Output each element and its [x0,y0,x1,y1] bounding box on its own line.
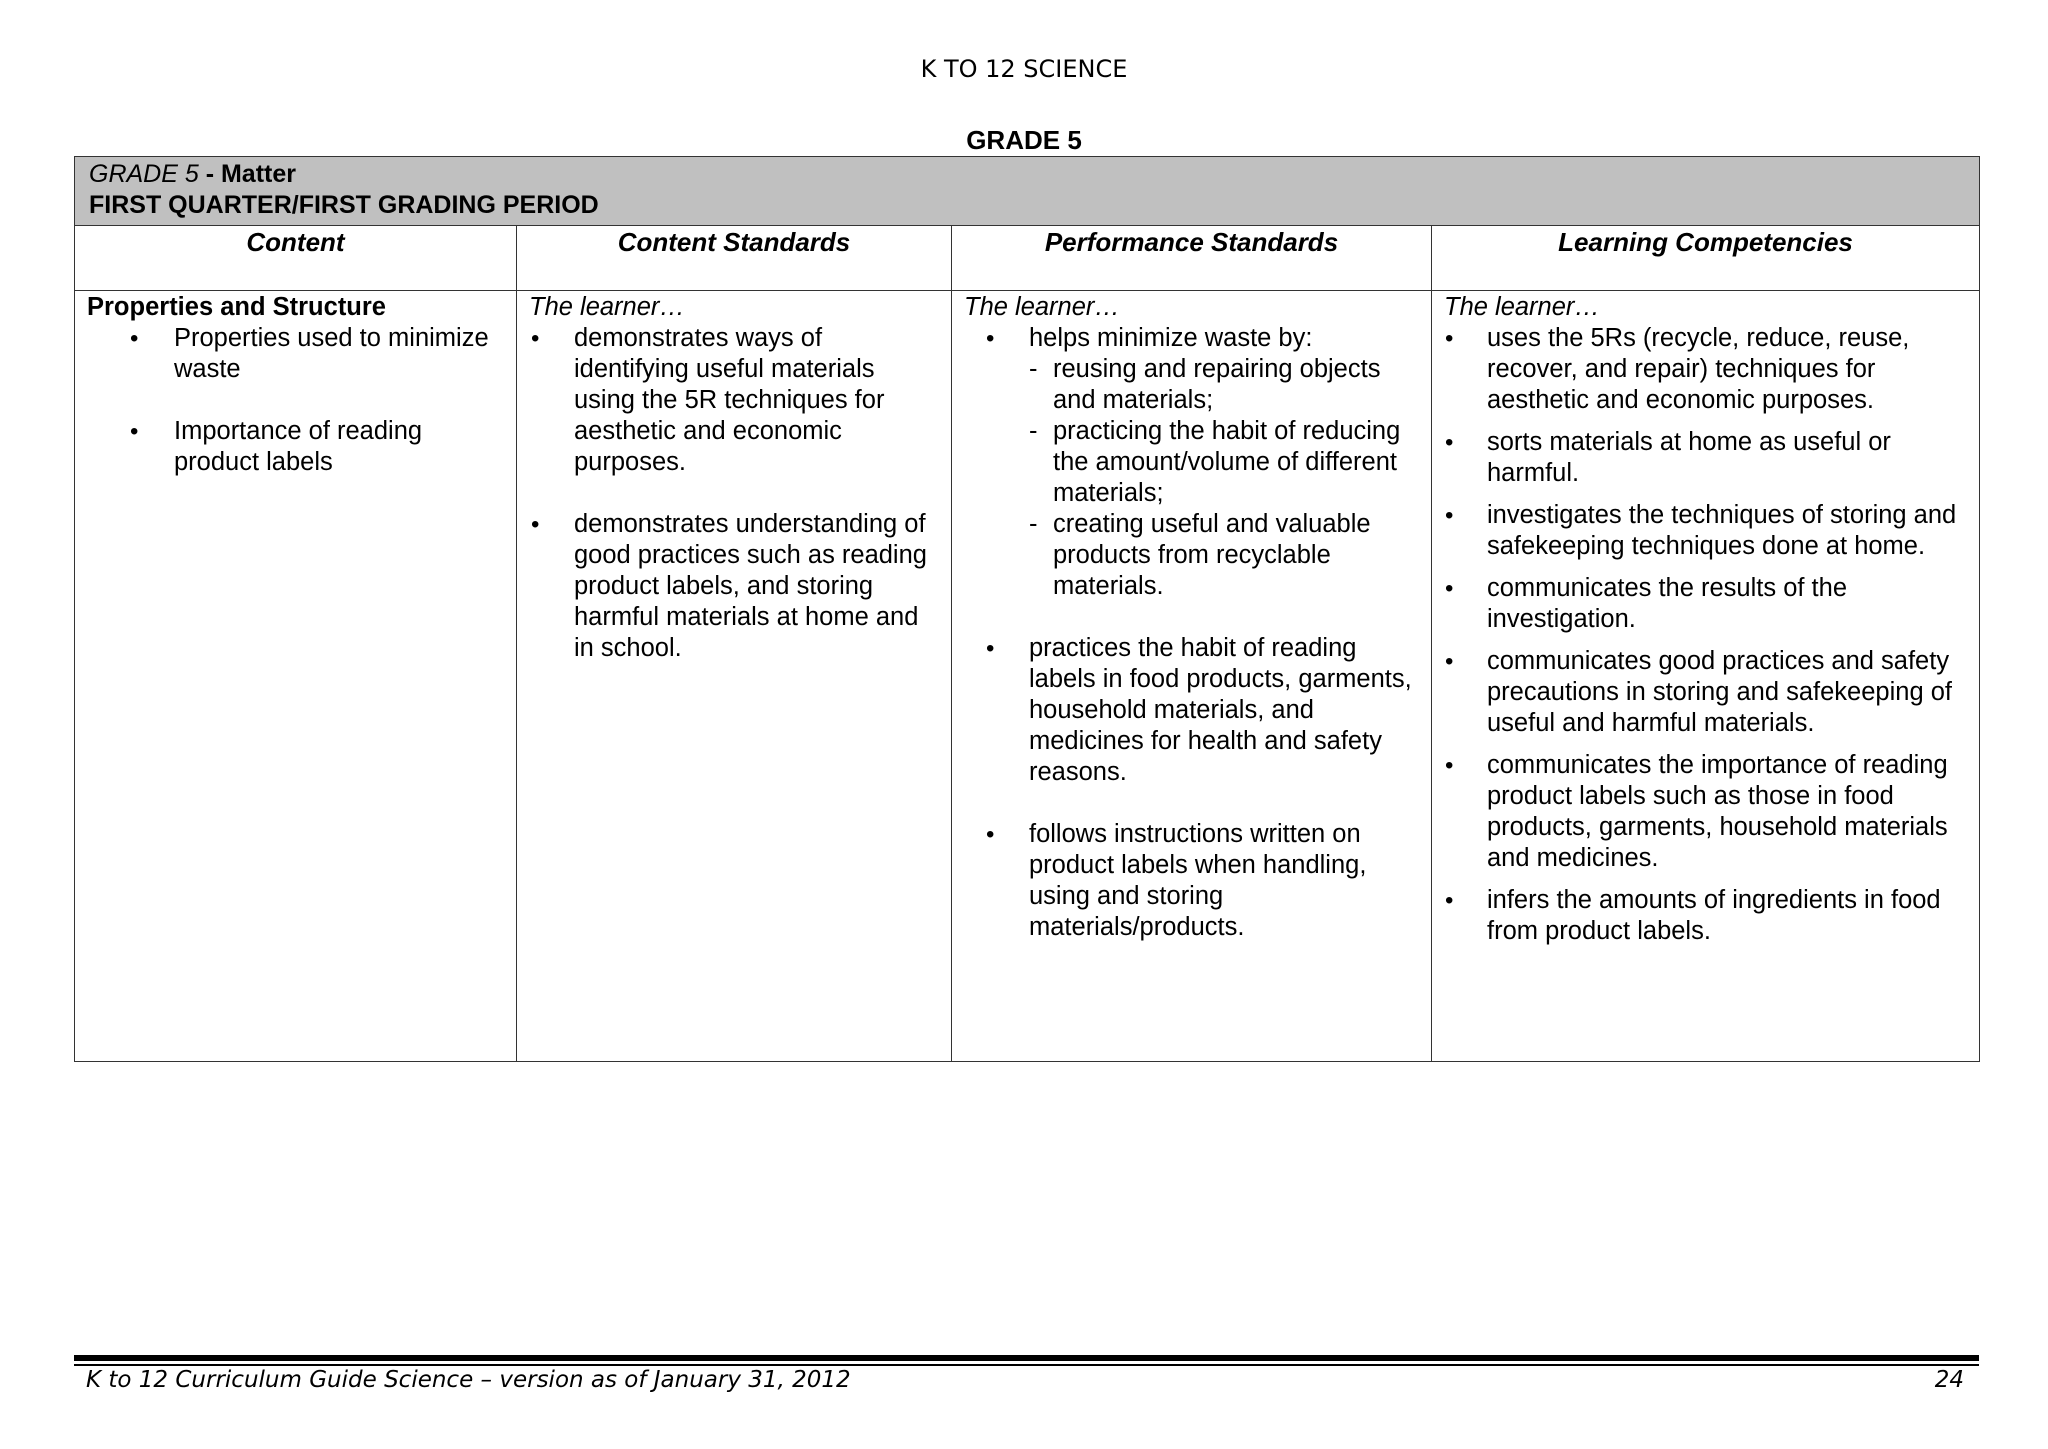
list-item: • Importance of reading product labels [87,416,504,478]
column-header-row [75,226,1980,291]
learning-competencies-list [1444,323,1967,947]
content-standards-list [529,323,939,664]
list-item: • communicates good practices and safety precautions in storing and safekeeping of useful and harmful materials. [1444,646,1967,739]
content-standards-cell [517,291,952,1062]
band-grade-line [89,159,1965,190]
list-item: • sorts materials at home as useful or harmful. [1444,427,1967,489]
sub-list-item: - reusing and repairing objects and materials; [1029,354,1419,416]
list-item: • communicates the importance of reading product labels such as those in food products, garments, household materials and medicines. [1444,750,1967,874]
list-item: • demonstrates understanding of good practices such as reading product labels, and storing harmful materials at home and in school. [529,509,939,664]
footer-text: K to 12 Curriculum Guide Science – version as of January 31, 2012 [86,1367,851,1393]
list-item: • Properties used to minimize waste [87,323,504,385]
performance-standards-cell [952,291,1432,1062]
footer-rule-thin [74,1364,1979,1366]
column-header-learning-competencies: Learning Competencies [1432,226,1980,291]
document-header: K TO 12 SCIENCE [920,55,1128,83]
performance-standards-list [964,323,1419,943]
learning-competencies-cell [1432,291,1980,1062]
curriculum-table [74,156,1980,1062]
list-item: • practices the habit of reading labels in food products, garments, household materials, and medicines for health and safety reasons. [964,633,1419,788]
list-item [964,323,1419,602]
learning-competencies-intro: The learner… [1444,293,1600,321]
sub-list [1029,354,1419,602]
column-header-content: Content [75,226,517,291]
list-item-text: • helps minimize waste by: [1029,324,1313,352]
list-item: • demonstrates ways of identifying useful materials using the 5R techniques for aesthetic and economic purposes. [529,323,939,478]
list-item: • infers the amounts of ingredients in food from product labels. [1444,885,1967,947]
list-item: • follows instructions written on product labels when handling, using and storing materials/products. [964,819,1419,943]
sub-list-item: - creating useful and valuable products from recyclable materials. [1029,509,1419,602]
content-standards-intro: The learner… [529,293,685,321]
table-band-row [75,157,1980,226]
column-header-performance-standards: Performance Standards [952,226,1432,291]
performance-standards-intro: The learner… [964,293,1120,321]
content-heading: Properties and Structure [87,293,386,321]
list-item: • communicates the results of the investigation. [1444,573,1967,635]
content-cell [75,291,517,1062]
table-row [75,291,1980,1062]
table-band [75,157,1980,226]
band-topic: - Matter [198,160,296,188]
footer-rule [74,1355,1979,1361]
content-list [87,323,504,478]
band-grade: GRADE 5 [89,160,199,188]
column-header-content-standards: Content Standards [517,226,952,291]
sub-list-item: - practicing the habit of reducing the amount/volume of different materials; [1029,416,1419,509]
list-item: • uses the 5Rs (recycle, reduce, reuse, recover, and repair) techniques for aesthetic and economic purposes. [1444,323,1967,416]
list-item: • investigates the techniques of storing and safekeeping techniques done at home. [1444,500,1967,562]
grade-title: GRADE 5 [966,125,1082,155]
page-number: 24 [1934,1367,1964,1393]
band-period: FIRST QUARTER/FIRST GRADING PERIOD [89,191,599,219]
